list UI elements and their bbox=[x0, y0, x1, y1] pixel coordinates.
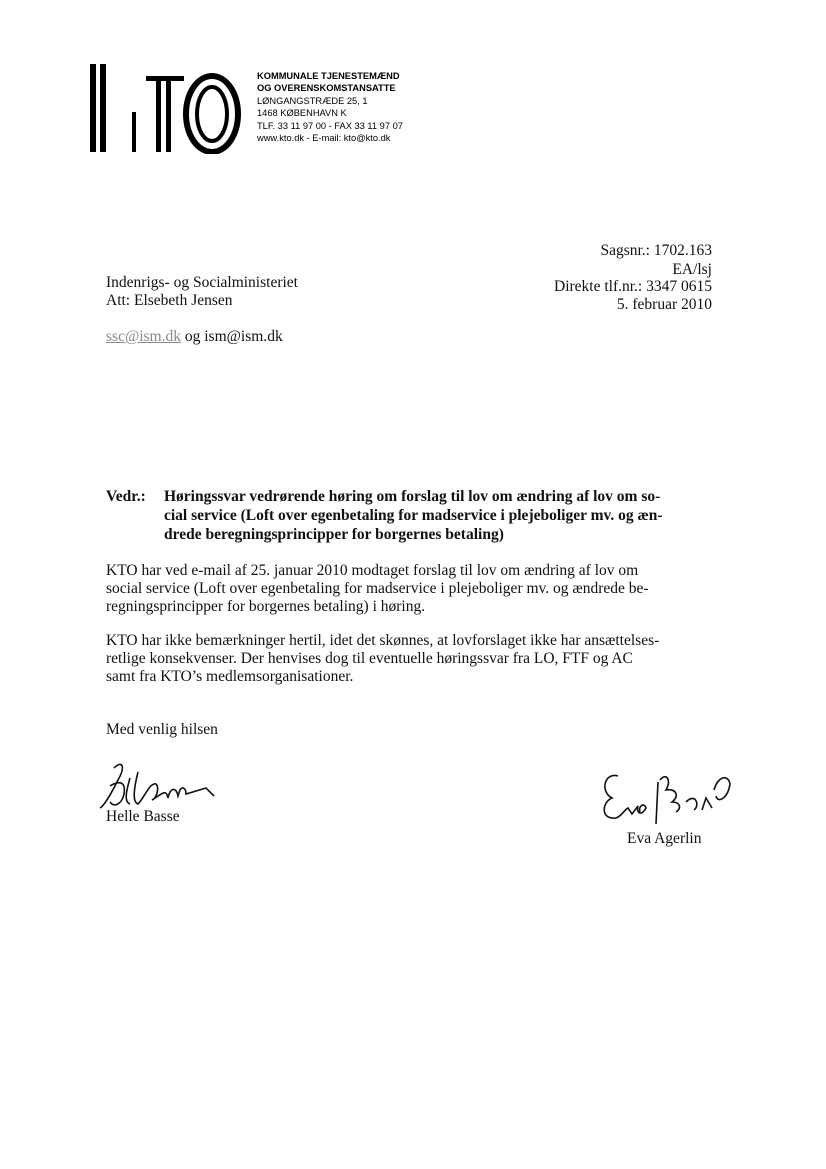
subject-line: drede beregningsprincipper for borgernes betaling) bbox=[164, 526, 504, 543]
body-line: samt fra KTO’s medlemsorganisationer. bbox=[106, 668, 354, 685]
email-joiner: og bbox=[181, 328, 205, 345]
closing-text: Med venlig hilsen bbox=[106, 721, 218, 738]
signature-helle-basse bbox=[96, 758, 226, 814]
org-name-line2: OG OVERENSKOMSTANSATTE bbox=[257, 83, 396, 93]
email-link-ism[interactable]: ism@ism.dk bbox=[204, 328, 283, 345]
body-line: KTO har ved e-mail af 25. januar 2010 modtaget forslag til lov om ændring af lov om bbox=[106, 562, 639, 579]
org-web-email: www.kto.dk - E-mail: kto@kto.dk bbox=[257, 133, 391, 143]
direct-phone: Direkte tlf.nr.: 3347 0615 bbox=[554, 278, 712, 295]
email-link-ssc[interactable]: ssc@ism.dk bbox=[106, 328, 181, 345]
body-line: social service (Loft over egenbetaling for madservice i plejeboliger mv. og ændrede be- bbox=[106, 580, 649, 597]
kto-logo bbox=[90, 62, 250, 154]
org-city: 1468 KØBENHAVN K bbox=[257, 108, 347, 118]
subject-line: Høringssvar vedrørende høring om forslag til lov om ændring af lov om so- bbox=[164, 488, 661, 505]
signature-eva-agerlin bbox=[596, 762, 746, 834]
case-initials: EA/lsj bbox=[672, 261, 712, 278]
recipient-emails bbox=[106, 328, 283, 346]
org-name-line1: KOMMUNALE TJENESTEMÆND bbox=[257, 71, 400, 81]
body-line: KTO har ikke bemærkninger hertil, idet det skønnes, at lovforslaget ikke har ansættelses- bbox=[106, 632, 660, 649]
org-street: LØNGANGSTRÆDE 25, 1 bbox=[257, 96, 368, 106]
letter-date: 5. februar 2010 bbox=[616, 296, 712, 313]
recipient-name: Indenrigs- og Socialministeriet bbox=[106, 274, 298, 291]
subject-line: cial service (Loft over egenbetaling for madservice i plejeboliger mv. og æn- bbox=[164, 507, 663, 524]
signatory-right-name: Eva Agerlin bbox=[627, 830, 702, 847]
org-phone-fax: TLF. 33 11 97 00 - FAX 33 11 97 07 bbox=[257, 121, 403, 131]
recipient-att: Att: Elsebeth Jensen bbox=[106, 292, 233, 309]
body-line: retlige konsekvenser. Der henvises dog til eventuelle høringssvar fra LO, FTF og AC bbox=[106, 650, 633, 667]
subject-label: Vedr.: bbox=[106, 488, 146, 505]
body-line: regningsprincipper for borgernes betaling) i høring. bbox=[106, 598, 426, 615]
case-number: Sagsnr.: 1702.163 bbox=[600, 242, 712, 259]
signatory-left-name: Helle Basse bbox=[106, 808, 180, 825]
